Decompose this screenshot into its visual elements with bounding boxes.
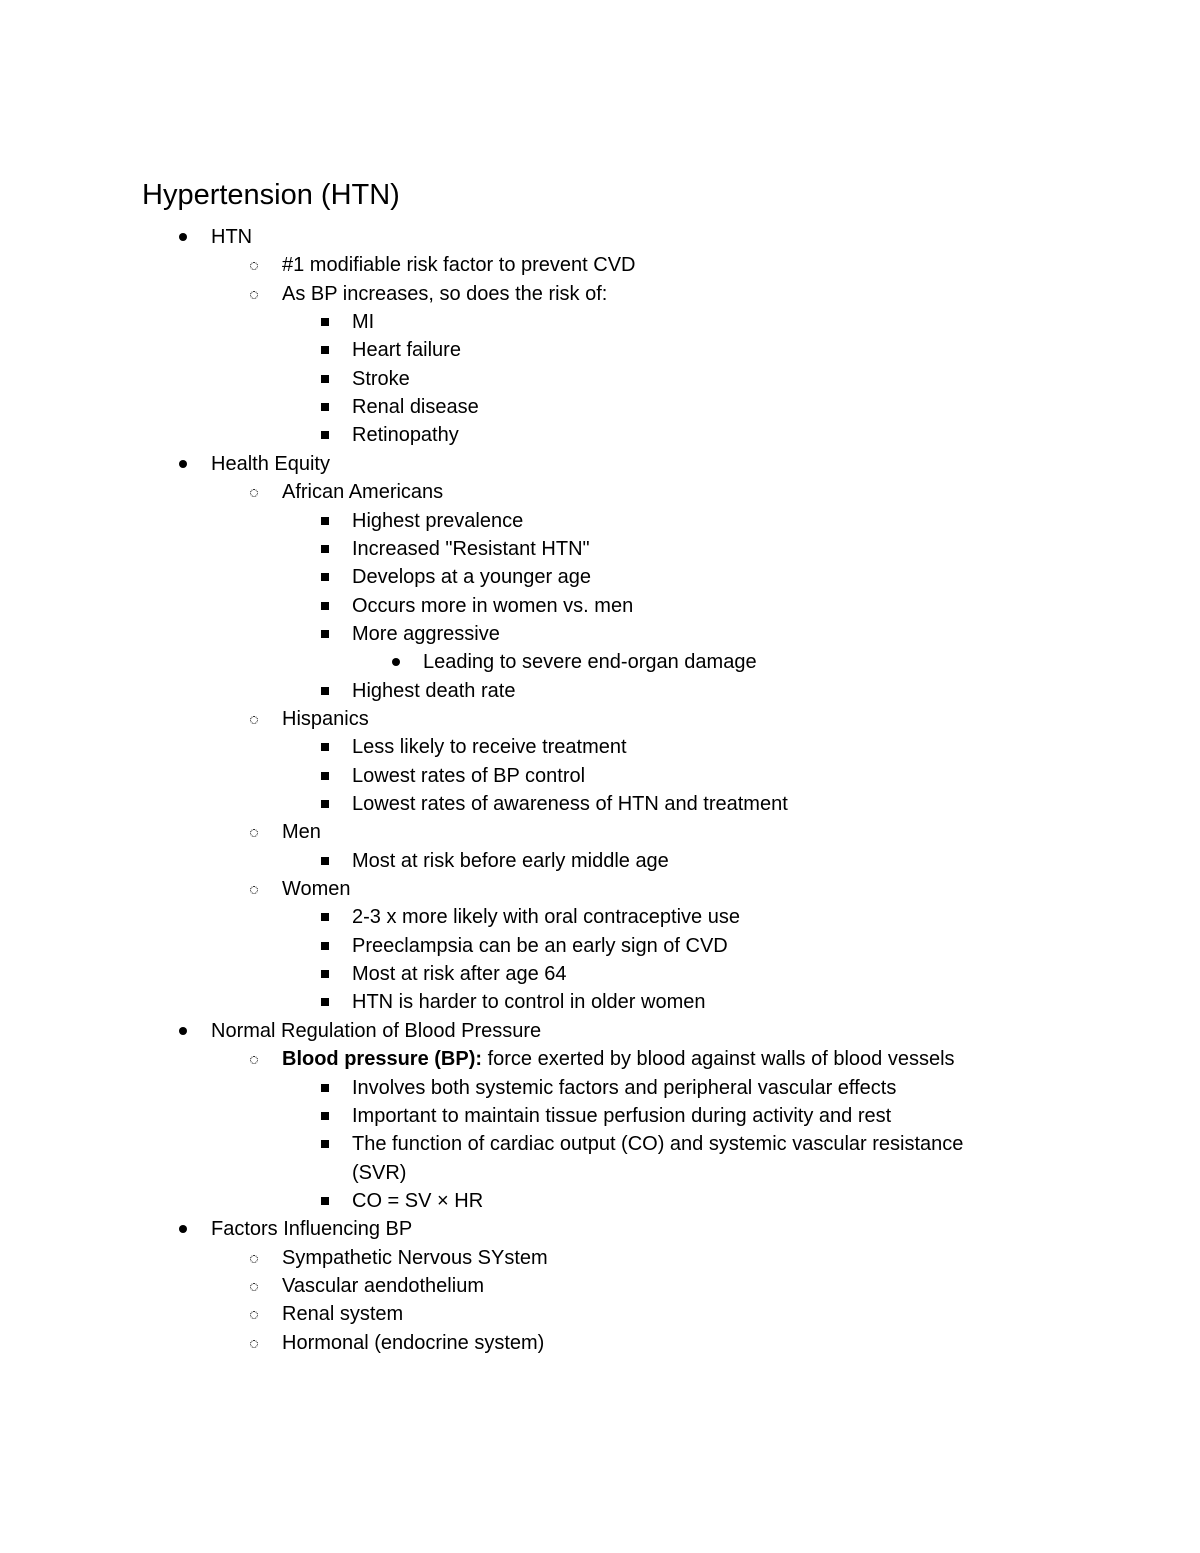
square-bullet-icon (317, 1102, 333, 1130)
term-label: Blood pressure (BP): (282, 1048, 483, 1071)
list-item-text: HTN (211, 226, 253, 248)
list-item-level3 (352, 393, 479, 421)
circle-bullet-icon (246, 1272, 262, 1300)
circle-bullet-icon (246, 1244, 262, 1272)
list-item-text: Factors Influencing BP (211, 1218, 413, 1241)
circle-bullet-icon (246, 251, 262, 279)
list-item-level2 (282, 280, 607, 308)
list-item-level3 (352, 1159, 406, 1187)
list-item-level4 (423, 648, 757, 676)
square-bullet-icon (317, 421, 333, 449)
disc-bullet-icon (175, 450, 191, 478)
list-item-level3 (352, 563, 591, 591)
list-item-text: Retinopathy (352, 424, 459, 447)
disc-bullet-icon (175, 1017, 191, 1045)
list-item-level3 (352, 1130, 963, 1158)
list-item-level2 (282, 1300, 403, 1328)
list-item-text: Less likely to receive treatment (352, 736, 627, 759)
square-bullet-icon (317, 847, 333, 875)
list-item-text: Sympathetic Nervous SYstem (282, 1246, 548, 1269)
list-item-level3 (352, 535, 590, 563)
circle-bullet-icon (246, 1300, 262, 1328)
list-item-level3 (352, 1102, 891, 1130)
list-item-text: As BP increases, so does the risk of: (282, 282, 608, 305)
list-item-level3 (352, 733, 627, 761)
list-item-text: Normal Regulation of Blood Pressure (211, 1019, 542, 1042)
square-bullet-icon (317, 960, 333, 988)
square-bullet-icon (317, 620, 333, 648)
list-item-text: Leading to severe end-organ damage (423, 651, 757, 674)
list-item-level3 (352, 677, 515, 705)
square-bullet-icon (317, 507, 333, 535)
square-bullet-icon (317, 988, 333, 1016)
list-item-text: African Americans (282, 481, 444, 504)
square-bullet-icon (317, 790, 333, 818)
square-bullet-icon (317, 1187, 333, 1215)
square-bullet-icon (317, 903, 333, 931)
list-item-text: Men (282, 821, 321, 844)
list-item-text: force exerted by blood against walls of blood vessels (482, 1048, 955, 1071)
square-bullet-icon (317, 592, 333, 620)
square-bullet-icon (317, 336, 333, 364)
list-item-text: Preeclampsia can be an early sign of CVD (352, 934, 728, 957)
list-item-level1 (211, 1215, 412, 1243)
square-bullet-icon (317, 1130, 333, 1158)
list-item-text: Vascular aendothelium (282, 1274, 484, 1297)
circle-bullet-icon (246, 1329, 262, 1357)
list-item-level3 (352, 960, 567, 988)
list-item-level2 (282, 1329, 544, 1357)
list-item-level3 (352, 365, 410, 393)
list-item-level2 (282, 251, 636, 279)
list-item-level2 (282, 1045, 955, 1073)
square-bullet-icon (317, 393, 333, 421)
list-item-text: Develops at a younger age (352, 566, 592, 589)
list-item-level2 (282, 1244, 548, 1272)
disc-bullet-icon (175, 223, 191, 251)
square-bullet-icon (317, 563, 333, 591)
list-item-text: Highest prevalence (352, 509, 524, 532)
list-item-level3 (352, 421, 459, 449)
square-bullet-icon (317, 1074, 333, 1102)
list-item-level3 (352, 790, 788, 818)
list-item-level2 (282, 875, 351, 903)
list-item-text: Lowest rates of awareness of HTN and treatment (352, 793, 788, 815)
list-item-level1 (211, 223, 252, 251)
list-item-text: Most at risk after age 64 (352, 963, 567, 986)
list-item-level3 (352, 903, 740, 931)
square-bullet-icon (317, 932, 333, 960)
square-bullet-icon (317, 733, 333, 761)
square-bullet-icon (317, 535, 333, 563)
list-item-level2 (282, 705, 369, 733)
list-item-text: Hormonal (endocrine system) (282, 1331, 545, 1354)
circle-bullet-icon (246, 478, 262, 506)
list-item-level3 (352, 762, 585, 790)
list-item-level2 (282, 1272, 484, 1300)
list-item-level3 (352, 507, 523, 535)
list-item-level2 (282, 478, 443, 506)
list-item-level3 (352, 336, 461, 364)
list-item-level3 (352, 932, 728, 960)
square-bullet-icon (317, 762, 333, 790)
disc-bullet-icon (175, 1215, 191, 1243)
list-item-text: CO = SV × HR (352, 1189, 484, 1212)
square-bullet-icon (317, 677, 333, 705)
list-item-text: More aggressive (352, 622, 500, 645)
circle-bullet-icon (246, 818, 262, 846)
circle-bullet-icon (246, 1045, 262, 1073)
list-item-text: Heart failure (352, 339, 461, 362)
list-item-text: Highest death rate (352, 679, 516, 702)
page-title: Hypertension (HTN) (142, 179, 400, 211)
list-item-text: (SVR) (352, 1161, 407, 1184)
list-item-text: Lowest rates of BP control (352, 764, 586, 787)
list-item-text: Occurs more in women vs. men (352, 594, 634, 617)
list-item-text: HTN is harder to control in older women (352, 991, 706, 1014)
list-item-text: Important to maintain tissue perfusion during activity and rest (352, 1104, 892, 1127)
list-item-text: Renal system (282, 1303, 404, 1326)
list-item-text: Women (282, 878, 351, 901)
list-item-text: Health Equity (211, 452, 330, 475)
list-item-level3 (352, 620, 500, 648)
disc-bullet-icon (388, 648, 404, 676)
list-item-level3 (352, 1187, 483, 1215)
list-item-level3 (352, 592, 633, 620)
list-item-level2 (282, 818, 321, 846)
list-item-text: Renal disease (352, 396, 479, 419)
list-item-text: Increased "Resistant HTN" (352, 537, 590, 560)
list-item-text: MI (352, 311, 375, 334)
square-bullet-icon (317, 308, 333, 336)
list-item-text: Hispanics (282, 707, 369, 730)
list-item-level1 (211, 1017, 541, 1045)
list-item-text: Stroke (352, 367, 410, 390)
list-item-text: Most at risk before early middle age (352, 849, 669, 872)
list-item-level3 (352, 1074, 896, 1102)
list-item-text: #1 modifiable risk factor to prevent CVD (282, 254, 636, 277)
list-item-text: 2-3 x more likely with oral contraceptive use (352, 906, 740, 929)
circle-bullet-icon (246, 875, 262, 903)
square-bullet-icon (317, 365, 333, 393)
list-item-text: The function of cardiac output (CO) and systemic vascular resistance (352, 1133, 964, 1156)
list-item-level1 (211, 450, 330, 478)
list-item-text: Involves both systemic factors and peripheral vascular effects (352, 1076, 897, 1099)
list-item-level3 (352, 847, 669, 875)
circle-bullet-icon (246, 705, 262, 733)
list-item-level3 (352, 988, 705, 1016)
list-item-level3 (352, 308, 374, 336)
circle-bullet-icon (246, 280, 262, 308)
